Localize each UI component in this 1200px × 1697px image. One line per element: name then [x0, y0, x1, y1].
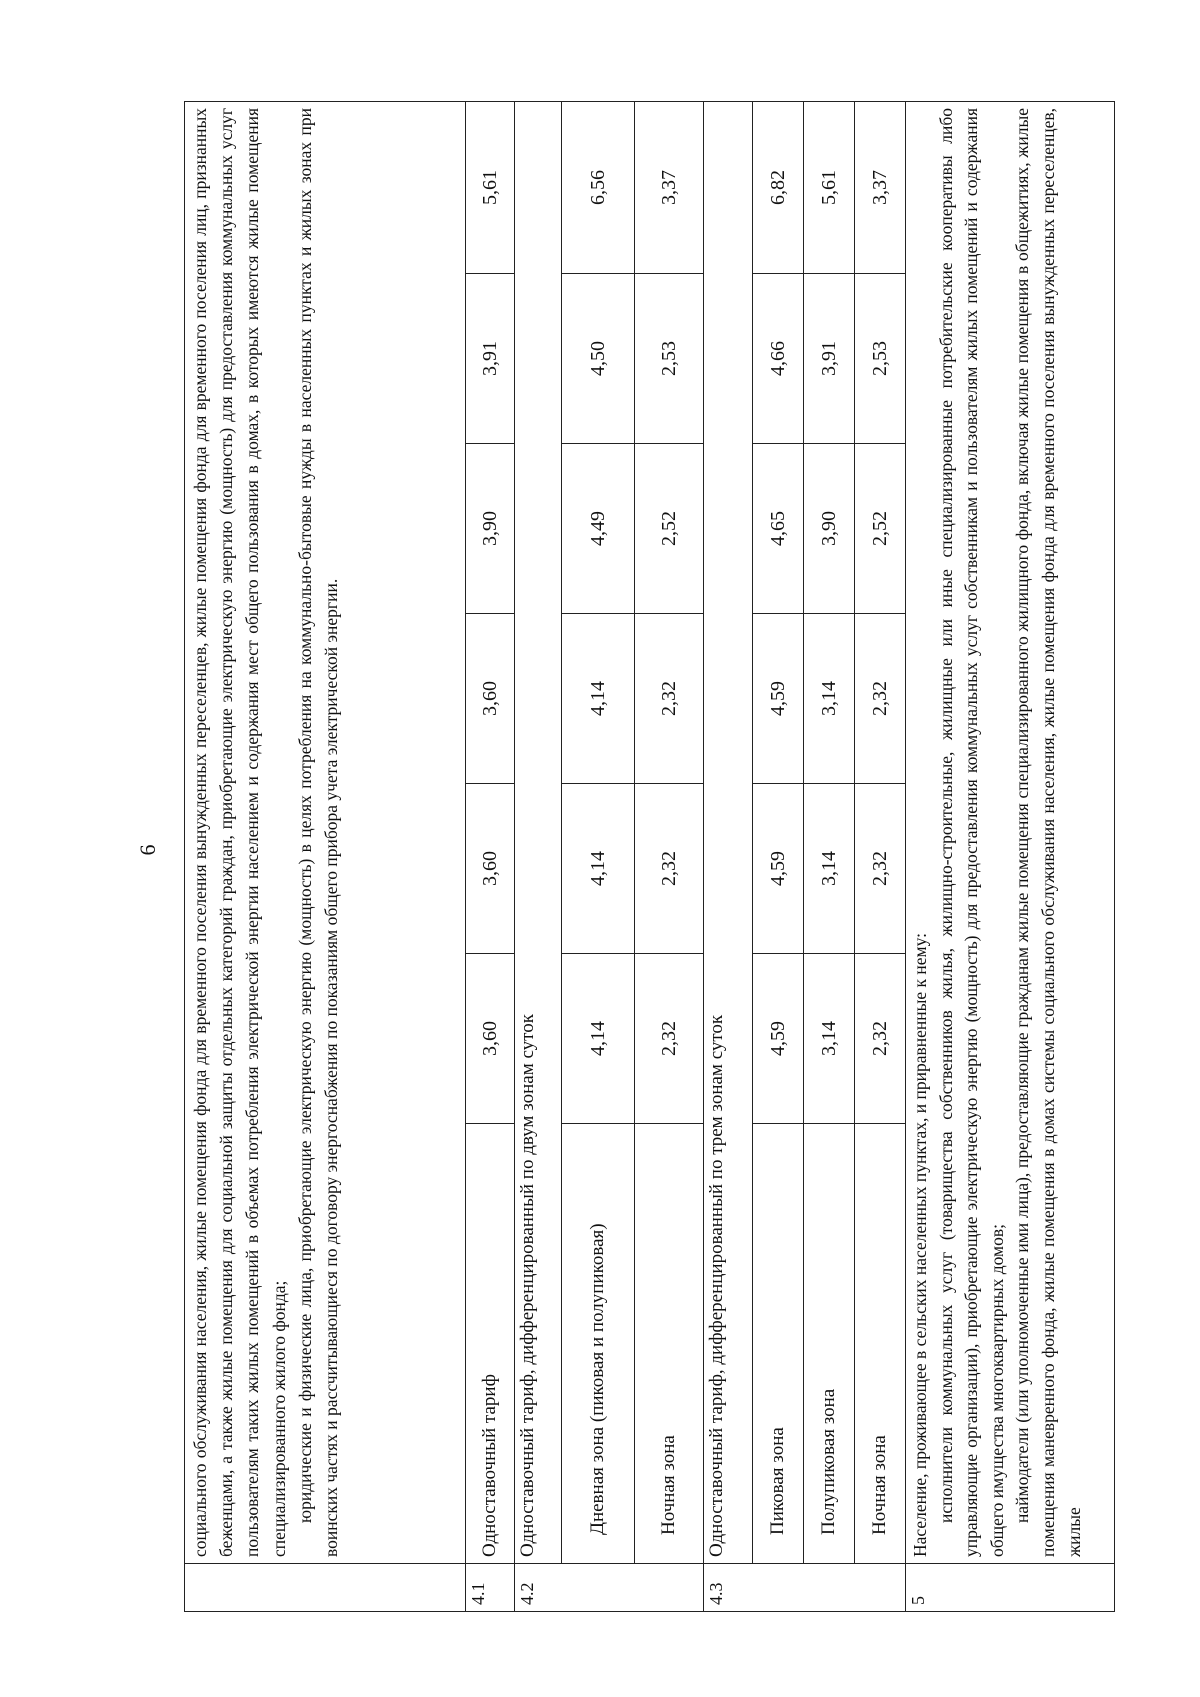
tariff-value: 3,91 [804, 274, 855, 444]
tariff-value: 3,14 [804, 614, 855, 784]
tariff-value: 2,32 [635, 954, 704, 1124]
tariff-value: 6,56 [562, 101, 635, 273]
row-label: Ночная зона [635, 1124, 704, 1564]
tariff-value: 3,90 [466, 444, 515, 614]
table-row-group-header [515, 101, 562, 1611]
row-label: Пиковая зона [753, 1124, 804, 1564]
tariff-value: 2,52 [855, 444, 906, 614]
section-5-cell [906, 101, 1115, 1563]
table-row-group-header [704, 101, 753, 1611]
row-number: 4.1 [466, 1564, 515, 1612]
tariff-value: 5,61 [466, 101, 515, 273]
tariff-value: 2,32 [635, 784, 704, 954]
tariff-table [184, 101, 1115, 1612]
tariff-value: 4,66 [753, 274, 804, 444]
table-row-intro [185, 101, 466, 1611]
tariff-value: 5,61 [804, 101, 855, 273]
tariff-value: 4,14 [562, 954, 635, 1124]
tariff-value: 3,37 [635, 101, 704, 273]
intro-paragraph: юридические и физические лица, приобретающие электрическую энергию (мощность) в целях потребления на коммунально-бытовые нужды в населенных пунктах и жилых зонах при воинских частях и рассчитывающиеся по договору энергоснабжения по показаниям общего прибора учета электрической энергии. [294, 107, 342, 1557]
tariff-value: 3,14 [804, 784, 855, 954]
tariff-value: 3,90 [804, 444, 855, 614]
tariff-value: 2,52 [635, 444, 704, 614]
intro-cell [185, 101, 466, 1563]
tariff-value: 3,60 [466, 954, 515, 1124]
table-row [753, 101, 804, 1611]
tariff-value: 4,14 [562, 784, 635, 954]
tariff-value: 4,59 [753, 614, 804, 784]
tariff-value: 4,59 [753, 784, 804, 954]
group-label: Одноставочный тариф, дифференцированный по двум зонам суток [515, 101, 562, 1563]
tariff-value: 2,32 [635, 614, 704, 784]
table-row [804, 101, 855, 1611]
row-number: 4.2 [515, 1564, 704, 1612]
tariff-value: 2,53 [635, 274, 704, 444]
section-5-paragraph: Население, проживающее в сельских населенных пунктах, и приравненные к нему: [910, 932, 930, 1557]
row-label: Дневная зона (пиковая и полупиковая) [562, 1124, 635, 1564]
table-row [635, 101, 704, 1611]
tariff-value: 6,82 [753, 101, 804, 273]
tariff-value: 3,60 [466, 614, 515, 784]
table-row [562, 101, 635, 1611]
row-number: 5 [906, 1564, 1115, 1612]
row-number: 4.3 [704, 1564, 906, 1612]
tariff-value: 4,49 [562, 444, 635, 614]
tariff-value: 3,91 [466, 274, 515, 444]
tariff-value: 2,53 [855, 274, 906, 444]
section-5-paragraph: наймодатели (или уполномоченные ими лица), предоставляющие гражданам жилые помещения специализированного жилищного фонда, включая жилые помещения в общежитиях, жилые помещения маневренного фонда, жилые помещения в домах системы социального обслуживания населения, жилые помещения фонда для временного поселения вынужденных переселенцев, жилые [1012, 107, 1084, 1557]
tariff-value: 4,14 [562, 614, 635, 784]
table-row [466, 101, 515, 1611]
tariff-value: 3,60 [466, 784, 515, 954]
tariff-value: 4,50 [562, 274, 635, 444]
row-label: Полупиковая зона [804, 1124, 855, 1564]
table-row-section-5 [906, 101, 1115, 1611]
tariff-value: 4,59 [753, 954, 804, 1124]
tariff-value: 2,32 [855, 954, 906, 1124]
group-label: Одноставочный тариф, дифференцированный по трем зонам суток [704, 101, 753, 1563]
row-label: Одноставочный тариф [466, 1124, 515, 1564]
tariff-table-fragment [184, 102, 1115, 1612]
intro-paragraph: социального обслуживания населения, жилые помещения фонда для временного поселения вынужденных переселенцев, жилые помещения фонда для временного поселения лиц, признанных беженцами, а также жилые помещения для социальной защиты отдельных категорий граждан, приобретающие электрическую энергию (мощность) для предоставления коммунальных услуг пользователям таких жилых помещений в объемах потребления электрической энергии населением и содержания мест общего пользования в домах, в которых имеются жилые помещения специализированного жилого фонда; [190, 107, 289, 1557]
section-5-paragraph: исполнители коммунальных услуг (товарищества собственников жилья, жилищно-строительные, жилищные или иные специализированные потребительские кооперативы либо управляющие организации), приобретающие электрическую энергию (мощность) для предоставления коммунальных услуг собственникам и пользователям жилых помещений и содержания общего имущества многоквартирных домов; [935, 107, 1007, 1557]
tariff-value: 3,14 [804, 954, 855, 1124]
tariff-value: 2,32 [855, 784, 906, 954]
tariff-value: 4,65 [753, 444, 804, 614]
tariff-value: 3,37 [855, 101, 906, 273]
table-row [855, 101, 906, 1611]
row-label: Ночная зона [855, 1124, 906, 1564]
page-number: 6 [135, 844, 160, 856]
tariff-value: 2,32 [855, 614, 906, 784]
